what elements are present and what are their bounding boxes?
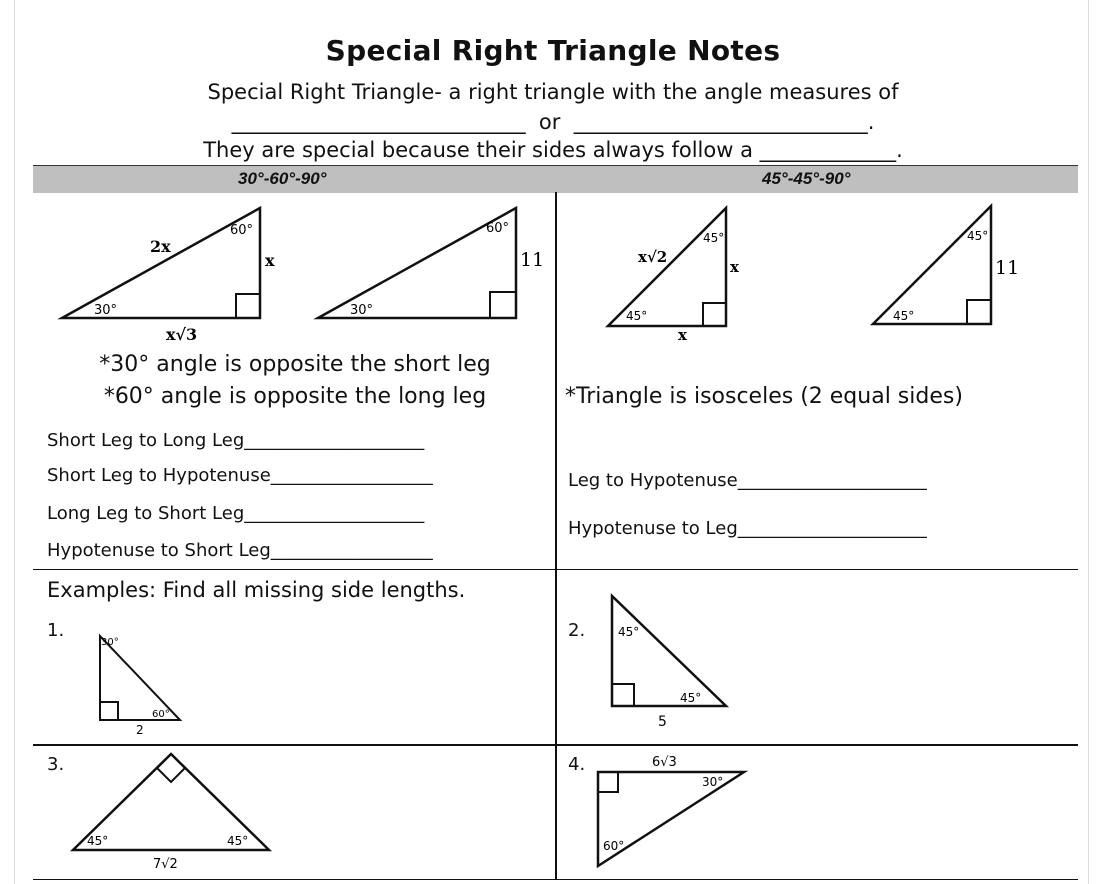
examples-heading: Examples: Find all missing side lengths. [47,578,466,602]
example-4-angle-30: 30° [702,775,724,789]
right-angle-marker [236,294,260,318]
formula-short-to-hyp: Short Leg to Hypotenuse__________________ [47,465,433,486]
angle-45-bottom-label: 45° [893,309,915,323]
formula-hyp-to-short: Hypotenuse to Short Leg__________________ [47,540,433,561]
example-3-triangle [65,748,280,878]
page-right-edge [1088,0,1089,884]
header-45-45-90: 45°-45°-90° [762,169,851,188]
example-2-shape [612,596,726,706]
example-1-triangle [90,628,200,740]
right-angle-marker [157,754,185,782]
section-header-bar [33,165,1078,193]
triangle-30-60-90-example-diagram [310,200,560,330]
right-angle-marker [967,300,991,324]
example-3-side: 7√2 [153,857,178,872]
hypotenuse-label: 2x [150,237,171,256]
example-3-number: 3. [47,754,65,775]
example-3-angle-right: 45° [227,834,249,848]
section-divider-examples [33,569,1078,570]
triangle-45-45-90-example-shape [873,206,991,324]
rule-30-opposite-short: *30° angle is opposite the short leg [99,352,491,377]
angle-60-label: 60° [230,223,254,238]
page-bottom-rule [33,879,1078,880]
page-title: Special Right Triangle Notes [325,34,781,67]
example-2-angle-top: 45° [618,625,640,639]
example-1-side: 2 [136,723,144,737]
angle-60-label: 60° [486,221,510,236]
angle-45-bottom-label: 45° [626,309,648,323]
angle-45-top-label: 45° [967,229,989,243]
example-1-angle-60: 60° [152,709,170,720]
triangle-30-60-90-diagram [50,200,290,350]
formula-long-to-short: Long Leg to Short Leg____________________ [47,503,425,524]
example-2-side: 5 [658,714,667,730]
long-leg-label: x√3 [166,325,198,344]
angle-45-top-label: 45° [703,231,725,245]
example-1-shape [100,636,180,720]
example-4-angle-60: 60° [603,839,625,853]
given-side-label: 11 [520,249,545,271]
rule-isosceles: *Triangle is isosceles (2 equal sides) [565,384,963,409]
example-4-triangle [592,748,752,878]
rule-60-opposite-long: *60° angle is opposite the long leg [103,384,487,409]
example-2-angle-bottom: 45° [680,691,702,705]
definition-text: Special Right Triangle- a right triangle with the angle measures of [207,80,899,104]
special-pattern-line: They are special because their sides always follow a _____________. [203,138,903,162]
triangle-45-45-90-diagram [600,200,760,345]
given-side-label: 11 [995,257,1020,279]
example-2-triangle [600,588,740,738]
leg-label-vertical: x [730,258,739,276]
hypotenuse-label: x√2 [638,248,668,266]
angle-30-label: 30° [94,303,118,318]
formula-leg-to-hyp: Leg to Hypotenuse_____________________ [568,470,927,491]
short-leg-label: x [265,251,275,270]
angle-30-label: 30° [350,303,374,318]
right-angle-marker [703,303,726,326]
page-left-edge [14,0,15,884]
example-4-number: 4. [568,754,586,775]
right-angle-marker [100,702,118,720]
examples-row-divider [33,744,1078,746]
header-30-60-90: 30°-60°-90° [238,169,327,188]
formula-hyp-to-leg: Hypotenuse to Leg_____________________ [568,518,927,539]
example-3-angle-left: 45° [87,834,109,848]
example-4-top-side: 6√3 [652,755,677,770]
example-1-number: 1. [47,620,65,641]
leg-label-horizontal: x [678,326,687,344]
example-2-number: 2. [568,620,586,641]
right-angle-marker [612,684,634,706]
right-angle-marker [490,292,516,318]
example-1-angle-30: 30° [101,637,119,648]
formula-short-to-long: Short Leg to Long Leg____________________ [47,430,425,451]
angle-blanks-line: ____________________________ or ____________________________. [231,110,875,134]
right-angle-marker [598,772,618,792]
triangle-45-45-90-example-diagram [865,200,1055,330]
